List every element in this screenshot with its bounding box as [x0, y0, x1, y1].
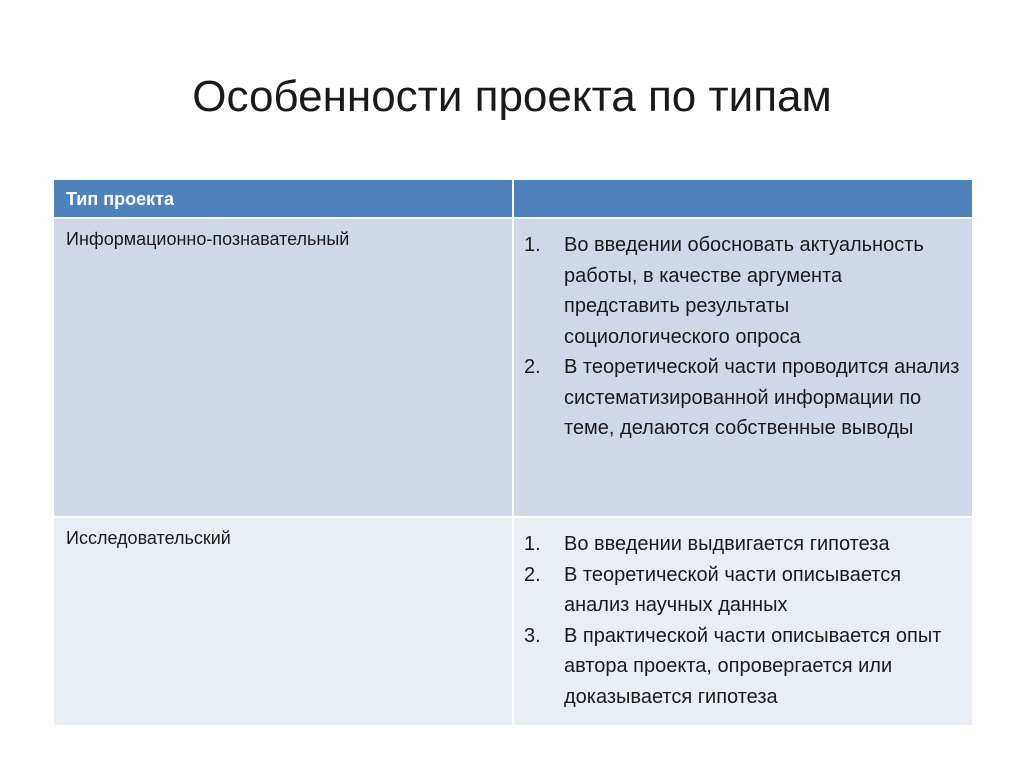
features-cell — [513, 517, 973, 726]
table-row — [53, 218, 973, 517]
item-number: 1. — [524, 533, 541, 555]
item-number: 2. — [524, 563, 541, 586]
item-number: 1. — [524, 234, 541, 256]
features-cell — [513, 218, 973, 517]
item-number: 2. — [524, 356, 541, 378]
header-features — [513, 179, 973, 218]
header-type: Тип проекта — [53, 179, 513, 218]
item-text: В теоретической части описывается анализ научных данных — [564, 563, 902, 616]
project-type-cell: Исследовательский — [53, 517, 513, 726]
project-type-cell: Информационно-познавательный — [53, 218, 513, 517]
item-text: В теоретической части проводится анализ систематизированной информации по теме, делаются собственные выводы — [564, 356, 960, 439]
item-number: 3. — [524, 624, 541, 647]
list-item — [524, 560, 960, 621]
item-text: Во введении выдвигается гипотеза — [564, 533, 890, 555]
project-types-table — [52, 178, 974, 727]
list-item — [524, 621, 960, 713]
list-item — [524, 230, 960, 352]
item-text: В практической части описывается опыт автора проекта, опровергается или доказывается гипотеза — [564, 624, 942, 708]
list-item — [524, 529, 960, 560]
features-list — [524, 529, 960, 712]
item-text: Во введении обосновать актуальность работы, в качестве аргумента представить результаты социологического опроса — [564, 234, 924, 348]
features-list — [524, 230, 960, 444]
table-row — [53, 517, 973, 726]
table-header-row — [53, 179, 973, 218]
list-item — [524, 352, 960, 444]
page-title: Особенности проекта по типам — [192, 72, 832, 121]
